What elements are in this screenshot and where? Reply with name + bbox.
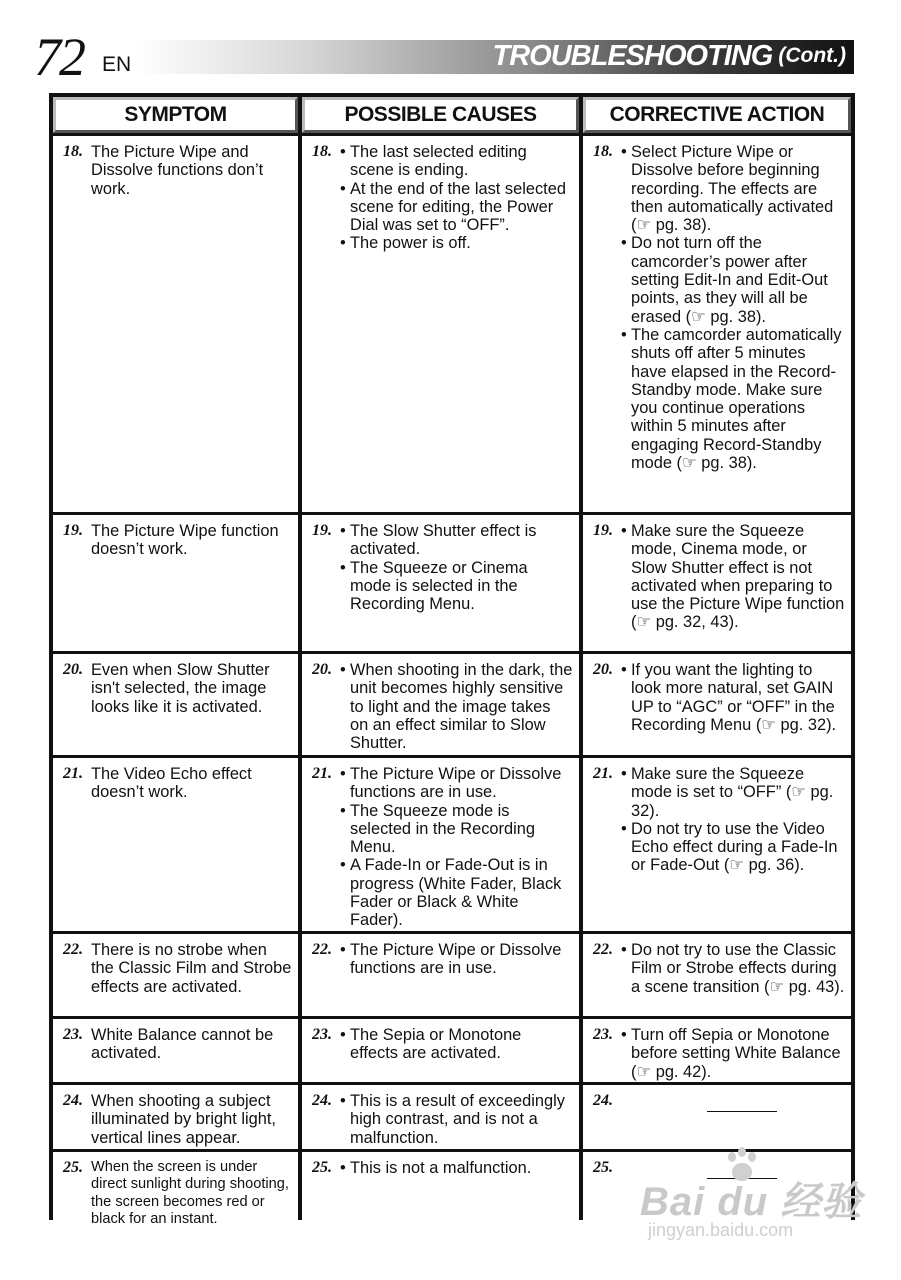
section-title-main: TROUBLESHOOTING <box>492 39 773 72</box>
cause-item: • This is a result of exceedingly high contrast, and is not a malfunction. <box>340 1092 565 1147</box>
section-title-cont: (Cont.) <box>778 44 846 67</box>
symptom-text: When shooting a subject illuminated by bright light, vertical lines appear. <box>91 1092 276 1147</box>
causes-cell <box>302 758 579 931</box>
action-item: • Make sure the Squeeze mode is set to “OFF” (☞ pg. 32). <box>621 765 834 820</box>
cause-item: • At the end of the last selected scene for editing, the Power Dial was set to “OFF”. <box>340 179 566 235</box>
symptom-cell <box>53 1152 298 1239</box>
action-cell <box>583 758 851 931</box>
row-number: 22. <box>593 941 613 958</box>
action-cell <box>583 1019 851 1082</box>
action-cell <box>583 934 851 1016</box>
row-number: 19. <box>312 522 332 539</box>
row-number: 24. <box>593 1092 613 1109</box>
symptom-text: The Picture Wipe function doesn’t work. <box>91 522 279 559</box>
action-item: • Make sure the Squeeze mode, Cinema mode, or Slow Shutter effect is not activated when preparing to use the Picture Wipe function (☞ pg. 32, 43). <box>621 522 845 632</box>
symptom-cell <box>53 515 298 651</box>
page-number: 72 <box>34 27 84 87</box>
cause-item: • The Picture Wipe or Dissolve functions are in use. <box>340 941 562 978</box>
causes-cell <box>302 1019 579 1082</box>
column-header-symptom: SYMPTOM <box>53 97 298 133</box>
symptom-cell <box>53 1085 298 1149</box>
row-number: 24. <box>63 1092 83 1109</box>
causes-cell <box>302 515 579 651</box>
row-number: 23. <box>593 1026 613 1043</box>
no-action-dash <box>707 1111 777 1112</box>
cause-item: • When shooting in the dark, the unit becomes highly sensitive to light and the image takes on an effect similar to Slow Shutter. <box>340 661 573 753</box>
action-item: • The camcorder automatically shuts off after 5 minutes have elapsed in the Record-Standby mode. Make sure you continue operations within 5 minutes after engaging Record-Standby mode (☞ pg. 38). <box>621 325 842 473</box>
row-number: 21. <box>63 765 83 782</box>
row-number: 20. <box>593 661 613 678</box>
cause-item: • A Fade-In or Fade-Out is in progress (White Fader, Black Fader or Black & White Fader). <box>340 856 562 930</box>
causes-cell <box>302 1085 579 1149</box>
cause-item: • The Squeeze mode is selected in the Recording Menu. <box>340 801 535 857</box>
row-number: 23. <box>63 1026 83 1043</box>
troubleshooting-table <box>49 93 855 1228</box>
action-item: • Do not turn off the camcorder’s power after setting Edit-In and Edit-Out points, as they will all be erased (☞ pg. 38). <box>621 234 828 326</box>
page-language: EN <box>102 53 132 76</box>
symptom-cell <box>53 934 298 1016</box>
row-number: 25. <box>63 1159 83 1176</box>
row-number: 20. <box>63 661 83 678</box>
action-cell <box>583 1085 851 1149</box>
causes-cell <box>302 136 579 512</box>
cause-item: • The last selected editing scene is ending. <box>340 143 527 180</box>
causes-cell <box>302 1152 579 1239</box>
row-number: 25. <box>593 1159 613 1176</box>
symptom-cell <box>53 654 298 755</box>
row-number: 20. <box>312 661 332 678</box>
row-number: 22. <box>63 941 83 958</box>
cause-item: • The power is off. <box>340 234 471 253</box>
action-cell <box>583 136 851 512</box>
action-item: • Do not try to use the Video Echo effect during a Fade-In or Fade-Out (☞ pg. 36). <box>621 819 838 875</box>
row-number: 19. <box>63 522 83 539</box>
row-number: 18. <box>312 143 332 160</box>
cause-item: • This is not a malfunction. <box>340 1159 532 1177</box>
action-item: • Select Picture Wipe or Dissolve before beginning recording. The effects are then automatically activated (☞ pg. 38). <box>621 143 834 235</box>
action-item: • Turn off Sepia or Monotone before setting White Balance (☞ pg. 42). <box>621 1026 841 1081</box>
symptom-cell <box>53 1019 298 1082</box>
symptom-text: There is no strobe when the Classic Film and Strobe effects are activated. <box>91 941 292 996</box>
row-number: 19. <box>593 522 613 539</box>
action-item: • If you want the lighting to look more natural, set GAIN UP to “AGC” or “OFF” in the Recording Menu (☞ pg. 32). <box>621 661 837 734</box>
symptom-cell <box>53 758 298 931</box>
causes-cell <box>302 934 579 1016</box>
symptom-text: Even when Slow Shutter isn't selected, the image looks like it is activated. <box>91 661 270 716</box>
cause-item: • The Picture Wipe or Dissolve functions are in use. <box>340 765 562 802</box>
section-title <box>493 39 846 73</box>
row-number: 21. <box>593 765 613 782</box>
row-number: 24. <box>312 1092 332 1109</box>
causes-cell <box>302 654 579 755</box>
action-cell <box>583 515 851 651</box>
symptom-text: White Balance cannot be activated. <box>91 1026 274 1063</box>
column-header-causes: POSSIBLE CAUSES <box>302 97 579 133</box>
action-cell <box>583 654 851 755</box>
row-number: 25. <box>312 1159 332 1176</box>
symptom-text: When the screen is under direct sunlight during shooting, the screen becomes red or black for an instant. <box>91 1159 289 1228</box>
row-number: 18. <box>593 143 613 160</box>
column-header-action: CORRECTIVE ACTION <box>583 97 851 133</box>
symptom-text: The Video Echo effect doesn’t work. <box>91 765 252 802</box>
action-item: • Do not try to use the Classic Film or Strobe effects during a scene transition (☞ pg. 43). <box>621 941 845 996</box>
row-number: 21. <box>312 765 332 782</box>
cause-item: • The Slow Shutter effect is activated. <box>340 522 537 559</box>
watermark-url: jingyan.baidu.com <box>648 1220 794 1240</box>
watermark-brand: Bai du 经验 <box>640 1180 863 1224</box>
cause-item: • The Squeeze or Cinema mode is selected in the Recording Menu. <box>340 558 528 614</box>
row-number: 22. <box>312 941 332 958</box>
row-number: 23. <box>312 1026 332 1043</box>
row-number: 18. <box>63 143 83 160</box>
symptom-text: The Picture Wipe and Dissolve functions don’t work. <box>91 143 264 198</box>
symptom-cell <box>53 136 298 512</box>
cause-item: • The Sepia or Monotone effects are activated. <box>340 1026 522 1063</box>
